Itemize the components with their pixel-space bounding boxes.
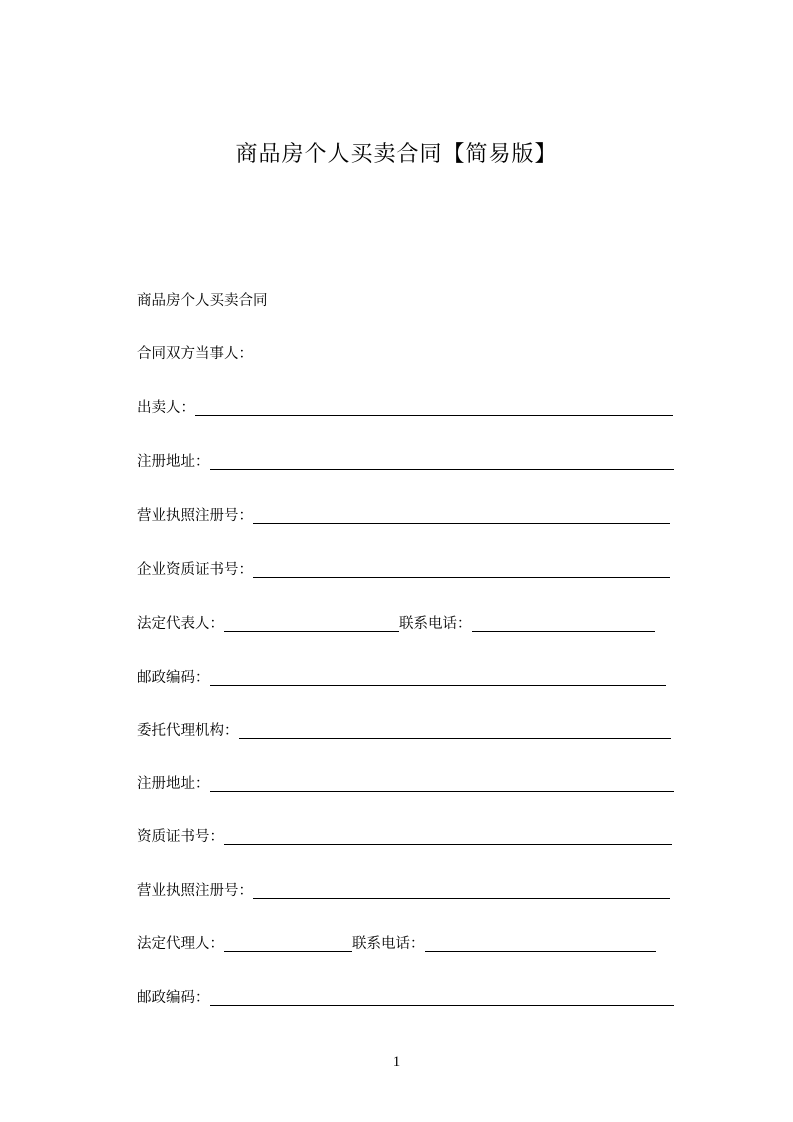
- seller-label: 出卖人：: [137, 400, 195, 416]
- agency-label: 委托代理机构：: [137, 723, 239, 739]
- agency-license-blank[interactable]: [253, 882, 670, 899]
- seller-row: [137, 396, 673, 418]
- legal-representative-label: 法定代表人：: [137, 616, 224, 632]
- agency-phone-label: 联系电话：: [352, 936, 425, 952]
- legal-agent-blank[interactable]: [224, 935, 352, 952]
- business-license-blank[interactable]: [253, 507, 670, 524]
- contract-heading: 商品房个人买卖合同: [137, 293, 268, 309]
- qualification-cert-blank[interactable]: [253, 561, 670, 578]
- seller-blank[interactable]: [195, 399, 673, 416]
- agency-blank[interactable]: [239, 722, 671, 739]
- registered-address-row: [137, 450, 674, 472]
- agency-postal-code-blank[interactable]: [210, 989, 674, 1006]
- business-license-label: 营业执照注册号：: [137, 508, 253, 524]
- agency-address-row: [137, 772, 674, 794]
- agency-postal-code-label: 邮政编码：: [137, 990, 210, 1006]
- parties-intro: 合同双方当事人：: [137, 346, 253, 362]
- legal-agent-row: [137, 932, 656, 954]
- agency-license-row: [137, 879, 670, 901]
- business-license-row: [137, 504, 670, 526]
- legal-representative-row: [137, 612, 655, 634]
- legal-agent-label: 法定代理人：: [137, 936, 224, 952]
- postal-code-row: [137, 666, 666, 688]
- agency-cert-label: 资质证书号：: [137, 829, 224, 845]
- agency-cert-row: [137, 825, 672, 847]
- agency-row: [137, 719, 671, 741]
- agency-postal-code-row: [137, 986, 674, 1008]
- phone-blank[interactable]: [472, 615, 655, 632]
- agency-phone-blank[interactable]: [425, 935, 656, 952]
- document-title: 商品房个人买卖合同【简易版】: [235, 142, 558, 167]
- legal-representative-blank[interactable]: [224, 615, 399, 632]
- qualification-cert-label: 企业资质证书号：: [137, 562, 253, 578]
- qualification-cert-row: [137, 558, 670, 580]
- phone-label: 联系电话：: [399, 616, 472, 632]
- agency-cert-blank[interactable]: [224, 828, 672, 845]
- registered-address-label: 注册地址：: [137, 454, 210, 470]
- agency-address-blank[interactable]: [210, 775, 674, 792]
- postal-code-label: 邮政编码：: [137, 670, 210, 686]
- agency-address-label: 注册地址：: [137, 776, 210, 792]
- agency-license-label: 营业执照注册号：: [137, 883, 253, 899]
- registered-address-blank[interactable]: [210, 453, 674, 470]
- page-number: 1: [392, 1054, 401, 1070]
- postal-code-blank[interactable]: [210, 669, 666, 686]
